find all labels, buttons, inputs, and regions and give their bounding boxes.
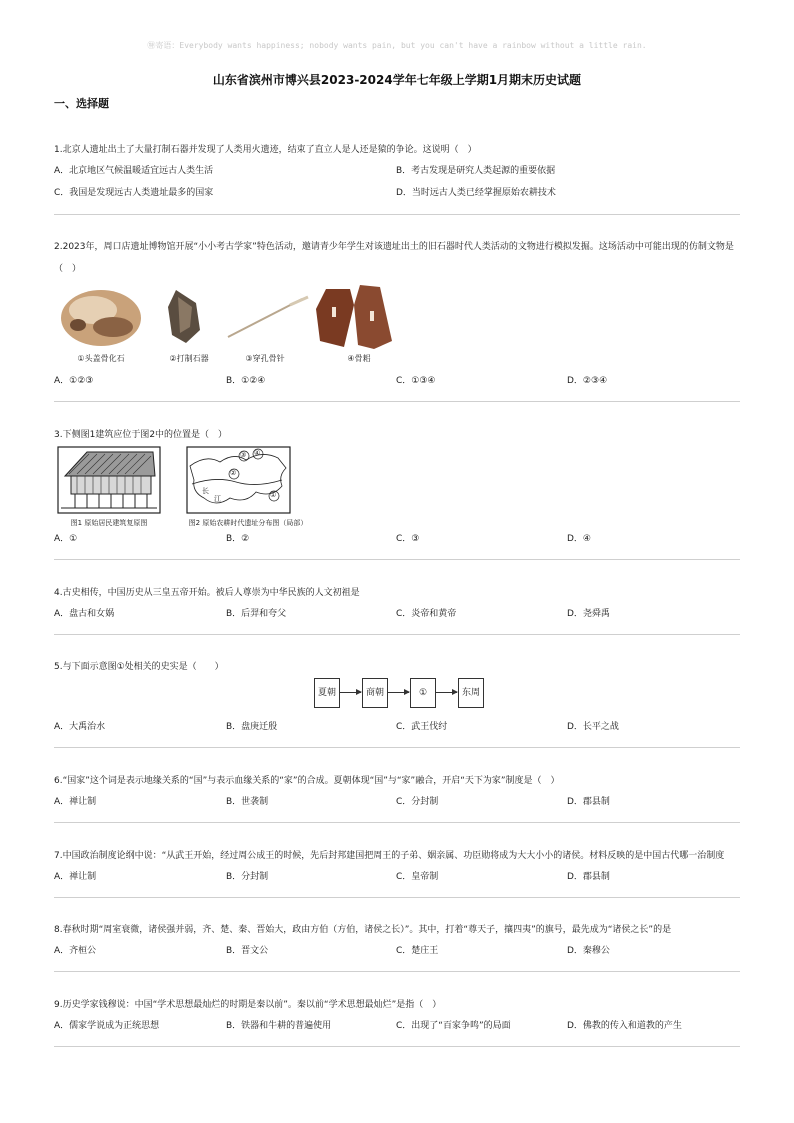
question-stem: 9.历史学家钱穆说：中国“学术思想最灿烂的时期是秦以前”。秦以前“学术思想最灿烂”是指（ ）	[54, 1000, 442, 1010]
divider	[54, 559, 740, 560]
caption-4: ④骨耜	[347, 354, 371, 363]
caption-1: ①头盖骨化石	[77, 354, 125, 363]
stone-tool-image	[168, 290, 200, 343]
options	[54, 717, 740, 737]
option-a[interactable]: A．北京地区气候温暖适宜远古人类生活	[54, 166, 214, 176]
question-6	[54, 770, 740, 812]
question-1	[54, 139, 740, 203]
options	[54, 867, 740, 887]
header-motto: ㊕寄语：Everybody wants happiness; nobody wants pain, but you can't have a rainbow without a little rain.	[147, 41, 647, 50]
option-a[interactable]: A．禅让制	[54, 797, 97, 807]
flow-box-dongzhou: 东周	[458, 678, 484, 708]
option-d[interactable]: D．当时远古人类已经掌握原始农耕技术	[396, 188, 556, 198]
option-c[interactable]: C．出现了“百家争鸣”的局面	[396, 1021, 511, 1031]
question-stem: 6.“国家”这个词是表示地缘关系的“国”与表示血缘关系的“家”的合成。夏朝体现“国”与“家”融合，开启“天下为家”制度是（ ）	[54, 776, 560, 786]
question-stem: 1.北京人遗址出土了大量打制石器并发现了人类用火遗迹，结束了直立人是人还是猿的争论。这说明（ ）	[54, 145, 477, 155]
flow-arrow	[435, 692, 457, 693]
map-label: 长	[202, 487, 209, 495]
map-label: ④	[254, 449, 261, 457]
option-d[interactable]: D．②③④	[567, 376, 608, 386]
figure-1-caption: 图1 原始居民建筑复原图	[70, 519, 148, 527]
options	[54, 604, 740, 624]
option-a[interactable]: A．禅让制	[54, 872, 97, 882]
option-b[interactable]: B．铁器和牛耕的普遍使用	[226, 1021, 332, 1031]
question-stem: 8.春秋时期“周室衰微，诸侯强并弱，齐、楚、秦、晋始大，政由方伯（方伯，诸侯之长）”。其中，打着“尊天子，攘四夷”的旗号，最先成为“诸侯之长”的是	[54, 925, 672, 935]
figure-2	[186, 446, 291, 516]
option-b[interactable]: B．盘庚迁殷	[226, 722, 278, 732]
skull-fossil-image	[61, 290, 141, 346]
figure-1	[57, 446, 161, 516]
option-a[interactable]: A．①②③	[54, 376, 94, 386]
option-b[interactable]: B．世袭制	[226, 797, 269, 807]
option-b[interactable]: B．考古发现是研究人类起源的重要依据	[396, 166, 556, 176]
option-b[interactable]: B．后羿和夸父	[226, 609, 287, 619]
flow-box-shang: 商朝	[362, 678, 388, 708]
caption-3: ③穿孔骨针	[245, 354, 285, 363]
option-d[interactable]: D．④	[567, 534, 591, 544]
option-a[interactable]: A．盘古和女娲	[54, 609, 115, 619]
options	[54, 183, 740, 203]
option-b[interactable]: B．②	[226, 534, 250, 544]
option-c[interactable]: C．③	[396, 534, 420, 544]
map-label: 江	[214, 495, 221, 503]
map-label: ②	[230, 469, 237, 477]
divider	[54, 822, 740, 823]
option-c[interactable]: C．分封制	[396, 797, 439, 807]
option-d[interactable]: D．尧舜禹	[567, 609, 610, 619]
map-label: ①	[270, 491, 277, 499]
options	[54, 371, 740, 391]
page-title: 山东省滨州市博兴县2023-2024学年七年级上学期1月期末历史试题	[212, 73, 582, 87]
question-4	[54, 582, 740, 624]
option-b[interactable]: B．晋文公	[226, 946, 269, 956]
flow-box-xia: 夏朝	[314, 678, 340, 708]
map-label: ③	[240, 451, 247, 459]
flow-arrow	[387, 692, 409, 693]
options	[54, 792, 740, 812]
artifact-figures	[58, 285, 408, 365]
figure-2-caption: 图2 原始农耕时代遗址分布图（局部）	[188, 519, 308, 527]
question-stem: 2.2023年，周口店遗址博物馆开展“小小考古学家”特色活动，邀请青少年学生对该遗址出土的旧石器时代人类活动的文物进行模拟发掘。这场活动中可能出现的仿制文物是（ ）	[54, 242, 734, 274]
options	[54, 1016, 740, 1036]
divider	[54, 214, 740, 215]
option-a[interactable]: A．大禹治水	[54, 722, 106, 732]
option-c[interactable]: C．楚庄王	[396, 946, 439, 956]
divider	[54, 971, 740, 972]
divider	[54, 747, 740, 748]
question-stem: 3.下侧图1建筑应位于图2中的位置是（ ）	[54, 430, 228, 440]
option-c[interactable]: C．①③④	[396, 376, 436, 386]
option-b[interactable]: B．①②④	[226, 376, 266, 386]
question-stem: 7.中国政治制度论纲中说：“从武王开始，经过周公成王的时候，先后封邦建国把周王的子弟、姻亲属、功臣勋将成为大大小小的诸侯。材料反映的是中国古代哪一治制度	[54, 851, 725, 861]
option-d[interactable]: D．郡县制	[567, 797, 610, 807]
flow-arrow	[339, 692, 361, 693]
options	[54, 941, 740, 961]
question-3-options	[54, 529, 740, 549]
option-c[interactable]: C．武王伐纣	[396, 722, 448, 732]
option-d[interactable]: D．长平之战	[567, 722, 619, 732]
stilt-house-image	[57, 446, 161, 516]
question-2	[54, 236, 740, 280]
option-a[interactable]: A．①	[54, 534, 78, 544]
options	[54, 161, 740, 181]
option-c[interactable]: C．我国是发现远古人类遗址最多的国家	[54, 188, 214, 198]
site-map-image	[186, 446, 291, 516]
flow-box-blank: ①	[410, 678, 436, 708]
question-5-options	[54, 717, 740, 737]
option-a[interactable]: A．齐桓公	[54, 946, 97, 956]
option-b[interactable]: B．分封制	[226, 872, 269, 882]
option-c[interactable]: C．皇帝制	[396, 872, 439, 882]
question-8	[54, 919, 740, 961]
option-a[interactable]: A．儒家学说成为正统思想	[54, 1021, 160, 1031]
question-stem: 5.与下面示意图①处相关的史实是（ ）	[54, 662, 224, 672]
question-9	[54, 994, 740, 1036]
option-d[interactable]: D．秦穆公	[567, 946, 610, 956]
section-heading: 一、选择题	[54, 97, 109, 110]
caption-2: ②打制石器	[169, 354, 209, 363]
question-2-options	[54, 371, 740, 391]
question-3	[54, 424, 740, 446]
options	[54, 529, 740, 549]
divider	[54, 897, 740, 898]
bone-spade-image	[316, 285, 392, 349]
question-stem: 4.古史相传，中国历史从三皇五帝开始。被后人尊崇为中华民族的人文初祖是	[54, 588, 360, 598]
option-d[interactable]: D．佛教的传入和道教的产生	[567, 1021, 682, 1031]
option-c[interactable]: C．炎帝和黄帝	[396, 609, 457, 619]
bone-needle-image	[228, 297, 308, 337]
option-d[interactable]: D．郡县制	[567, 872, 610, 882]
question-5	[54, 656, 740, 678]
divider	[54, 401, 740, 402]
divider	[54, 1046, 740, 1047]
question-7	[54, 845, 740, 887]
divider	[54, 634, 740, 635]
